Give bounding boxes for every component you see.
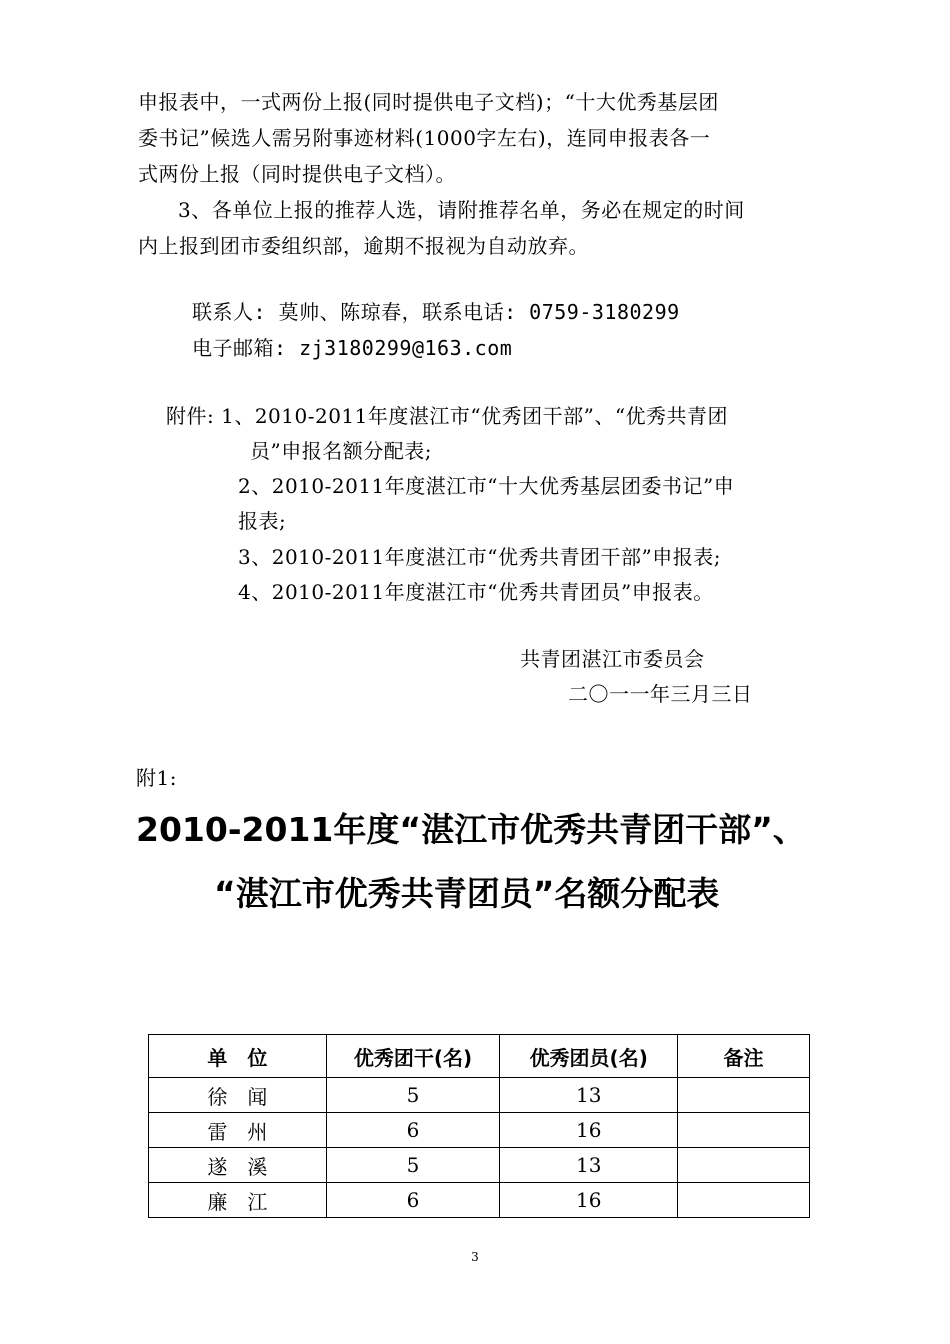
table-row: [149, 1113, 810, 1148]
cell-cadres: 6: [326, 1113, 500, 1148]
table-row: [149, 1078, 810, 1113]
cell-cadres: 6: [326, 1183, 500, 1218]
contact-phone: 联系人: 莫帅、陈琼春，联系电话: 0759-3180299: [192, 300, 680, 324]
cell-cadres: 5: [326, 1148, 500, 1183]
cell-remarks: [678, 1078, 810, 1113]
attachment-item: 4、2010-2011年度湛江市“优秀共青团员”申报表。: [238, 580, 714, 604]
table-row: [149, 1183, 810, 1218]
column-header-unit: 单 位: [149, 1035, 327, 1078]
column-header-cadres: 优秀团干(名): [326, 1035, 500, 1078]
column-header-remarks: 备注: [678, 1035, 810, 1078]
body-line: 委书记”候选人需另附事迹材料(1000字左右)，连同申报表各一: [138, 126, 711, 150]
cell-members: 13: [500, 1078, 678, 1113]
attachment-item-cont: 员”申报名额分配表;: [250, 439, 432, 463]
signature-org: 共青团湛江市委员会: [520, 647, 705, 671]
cell-unit: 遂 溪: [149, 1148, 327, 1183]
quota-table: [148, 1034, 810, 1218]
signature-date: 二〇一一年三月三日: [568, 682, 753, 706]
cell-members: 16: [500, 1113, 678, 1148]
cell-members: 16: [500, 1183, 678, 1218]
table-header-row: [149, 1035, 810, 1078]
attachment-item: 2、2010-2011年度湛江市“十大优秀基层团委书记”申: [238, 474, 735, 498]
appendix-title: 2010-2011年度“湛江市优秀共青团干部”、: [136, 810, 806, 849]
appendix-title: “湛江市优秀共青团员”名额分配表: [214, 874, 720, 913]
attachment-item: 附件: 1、2010-2011年度湛江市“优秀团干部”、“优秀共青团: [166, 404, 729, 428]
contact-email: 电子邮箱: zj3180299@163.com: [192, 336, 513, 360]
body-line: 申报表中，一式两份上报(同时提供电子文档)；“十大优秀基层团: [138, 90, 719, 114]
page-number: 3: [471, 1250, 479, 1264]
attachment-item-cont: 报表;: [238, 509, 287, 533]
attachment-item: 3、2010-2011年度湛江市“优秀共青团干部”申报表;: [238, 545, 721, 569]
cell-remarks: [678, 1113, 810, 1148]
cell-unit: 雷 州: [149, 1113, 327, 1148]
body-line: 式两份上报（同时提供电子文档）。: [138, 162, 456, 186]
cell-remarks: [678, 1148, 810, 1183]
column-header-members: 优秀团员(名): [500, 1035, 678, 1078]
body-line: 3、各单位上报的推荐人选，请附推荐名单，务必在规定的时间: [178, 198, 745, 222]
appendix-label: 附1:: [136, 766, 177, 790]
cell-unit: 徐 闻: [149, 1078, 327, 1113]
cell-remarks: [678, 1183, 810, 1218]
body-line: 内上报到团市委组织部，逾期不报视为自动放弃。: [138, 234, 589, 258]
cell-unit: 廉 江: [149, 1183, 327, 1218]
cell-cadres: 5: [326, 1078, 500, 1113]
cell-members: 13: [500, 1148, 678, 1183]
table-row: [149, 1148, 810, 1183]
